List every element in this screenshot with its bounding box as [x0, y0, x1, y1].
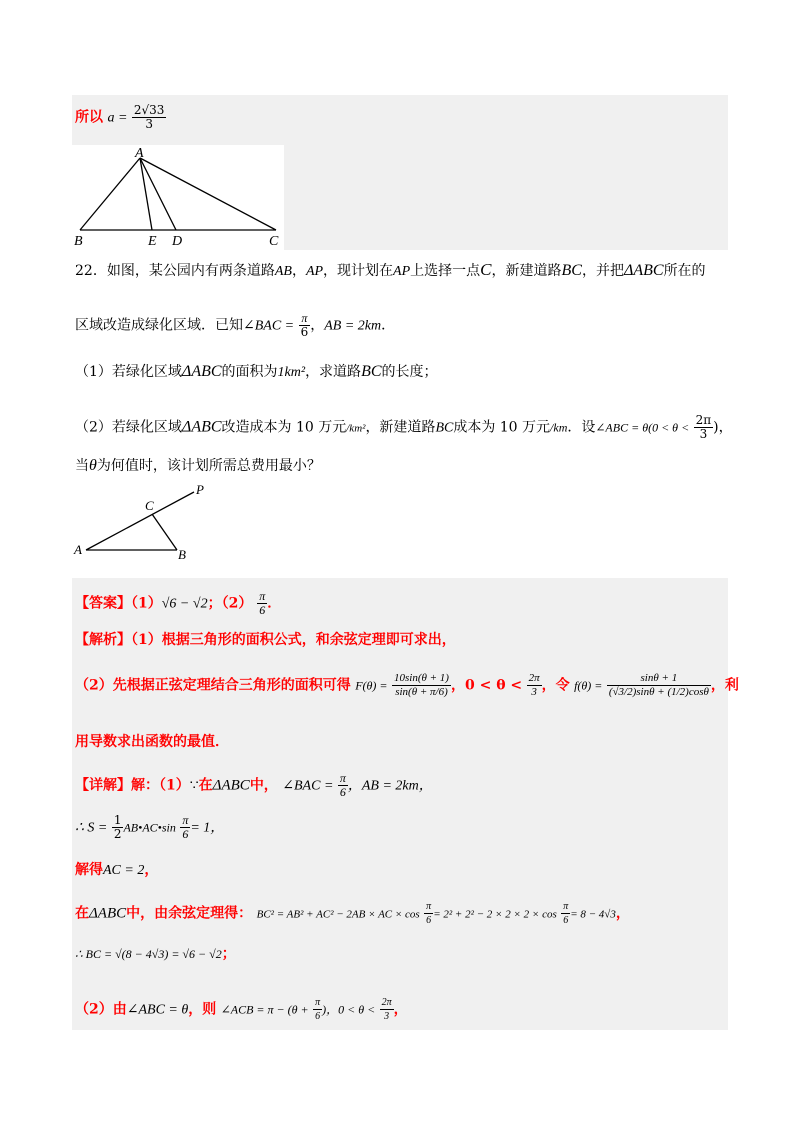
q2s-range: ，0 < θ <: [326, 1002, 376, 1017]
xj-angle-frac: [338, 772, 348, 799]
answer-line: [75, 590, 281, 617]
jx2-text-a: （2）先根据正弦定理结合三角形的面积可得: [75, 677, 351, 694]
jx2-range-den: 3: [531, 686, 537, 698]
q1-text-b: 的面积为: [221, 364, 278, 380]
q2s-range-num: 2π: [381, 997, 392, 1008]
fig2-label-C: C: [145, 498, 154, 513]
q2-tri: ΔABC: [181, 418, 222, 436]
s-pi-num: π: [182, 813, 189, 827]
area-line: [75, 814, 224, 841]
cos-num: π: [426, 901, 432, 912]
q2-text-e: ．设: [567, 419, 596, 436]
xj-angle-num: π: [339, 771, 346, 785]
jd-text-b: ，: [144, 862, 159, 878]
q1-tri: ΔABC: [181, 363, 222, 380]
s-half-frac: [112, 814, 124, 841]
s-line-b: AB•AC•sin: [123, 820, 176, 835]
cos-den2: 6: [563, 915, 569, 926]
q2s-acb-end: ): [322, 1002, 327, 1017]
fig1-label-E: E: [148, 234, 157, 249]
jd-ac: AC = 2: [103, 863, 145, 878]
figure-triangle-abedc: [72, 145, 284, 250]
p22-l1-text-a: 22．如图，某公园内有两条道路: [75, 263, 275, 279]
xiangjie-line1: [75, 772, 433, 799]
p22-l1-text-b: ，: [291, 263, 306, 279]
answer-label: 【答案】（1）: [75, 595, 162, 612]
bc-end: ；: [221, 946, 236, 962]
q2-text-a: （2）若绿化区域: [75, 419, 182, 436]
xj-text-b: 在: [198, 777, 213, 794]
p22-l1-ap: AP: [305, 264, 324, 279]
jiexi-label: 【解析】（1）根据三角形的面积公式，和余弦定理即可求出，: [75, 632, 456, 648]
q2-text-d: 成本为 10 万元: [453, 419, 551, 436]
q1-text-c: ，求道路: [305, 364, 362, 380]
cos-num2: π: [563, 901, 569, 912]
cos-c: = 8 − 4√3: [570, 908, 616, 921]
p22-l1-bc: BC: [561, 262, 582, 279]
q1-bc: BC: [361, 363, 382, 380]
problem22-line1: [75, 260, 706, 282]
xj-ab: ，AB = 2km，: [347, 778, 433, 794]
q1-text-d: 的长度；: [381, 364, 438, 380]
fig1-label-D: D: [172, 234, 183, 249]
cos-frac1: [424, 900, 433, 927]
q2-text-f: ，: [718, 419, 733, 436]
q2-cond: ∠ABC = θ(0 < θ <: [595, 420, 690, 435]
fig1-label-C: C: [269, 234, 279, 249]
problem22-q2-line2: [75, 456, 321, 476]
jiexi-line1: [75, 630, 456, 650]
answer-2-num: π: [259, 589, 266, 603]
answer-end: ．: [267, 595, 282, 612]
a-lhs: a =: [107, 110, 128, 126]
jx2-F-lhs: F(θ) =: [355, 678, 388, 693]
q2-cond-num: 2π: [695, 413, 712, 427]
q1-area: 1km²: [277, 365, 306, 380]
suoyi-text: 所以: [75, 109, 103, 126]
q2s-range-frac: [380, 996, 394, 1023]
q3-text-b: 为何值时，该计划所需总费用最小？: [96, 458, 321, 474]
q2s-acb-num: π: [315, 997, 321, 1008]
xj-angle: ∠BAC =: [282, 778, 334, 794]
q2s-acb: ∠ACB = π − (θ +: [220, 1002, 309, 1017]
p22-l1-text-g: 所在的: [663, 263, 706, 279]
q2-cond-frac: [694, 414, 714, 441]
s-line-c: = 1，: [190, 820, 225, 836]
q2-bc: BC: [435, 420, 454, 436]
a-fraction: [132, 104, 167, 131]
problem22-line2: [75, 312, 395, 339]
s-line-a: ∴ S =: [75, 820, 108, 836]
zai-tri: ΔABC: [89, 905, 127, 922]
p22-l1-text-c: ，现计划在: [323, 263, 394, 279]
xj-text-c: 中，: [249, 777, 278, 794]
top-conclusion: [75, 104, 166, 131]
jx2-f-den: (√3/2)sinθ + (1/2)cosθ: [608, 686, 709, 698]
p22-l2-text-b: ，: [310, 317, 325, 334]
q2s-cond: ∠ABC = θ: [126, 1002, 189, 1018]
cos-end: ，: [615, 905, 630, 922]
p22-l2-angle: ∠BAC =: [243, 318, 295, 334]
jiexi-line3: [75, 732, 229, 752]
answer-2-frac: [257, 590, 267, 617]
xj-because: ∵: [189, 777, 199, 794]
fig1-label-B: B: [74, 234, 83, 249]
q2s-range-den: 3: [384, 1011, 390, 1022]
q2-text-c: ，新建道路: [365, 419, 436, 436]
problem22-q2: [75, 414, 733, 441]
jx2-F-frac: [392, 672, 451, 699]
jd-text-a: 解得: [75, 862, 103, 878]
xj-tri: ΔABC: [212, 777, 250, 794]
p22-l2-text-a: 区域改造成绿化区域．已知: [75, 317, 243, 334]
fig2-label-P: P: [196, 482, 204, 497]
q3-text-a: 当: [75, 458, 89, 474]
figure-road-apc: [72, 480, 212, 565]
answer-sep: ；（2）: [207, 595, 253, 612]
q2s-end: ，: [393, 1001, 408, 1018]
bc-result-line: [75, 944, 236, 964]
p22-l2-pi: π: [299, 312, 311, 326]
cos-b: = 2² + 2² − 2 × 2 × 2 × cos: [433, 908, 557, 921]
fig1-label-A: A: [135, 146, 144, 161]
cos-a: BC² = AB² + AC² − 2AB × AC × cos: [256, 908, 420, 921]
fig2-label-A: A: [74, 542, 82, 557]
p22-l1-ab: AB: [274, 264, 292, 279]
q3-theta: θ: [89, 457, 97, 474]
p22-l2-ab: AB = 2km: [324, 318, 382, 334]
xj-angle-den: 6: [339, 785, 346, 799]
zai-text-b: 中，由余弦定理得：: [126, 905, 253, 922]
problem22-q1: [75, 362, 438, 383]
q2-cond-end: ): [713, 419, 719, 436]
jx2-F-den: sin(θ + π/6): [395, 686, 448, 698]
q2s-acb-den: 6: [315, 1011, 321, 1022]
cos-frac2: [561, 900, 570, 927]
p22-l1-text-f: ，并把: [581, 263, 624, 279]
q2s-text-b: ，则: [188, 1001, 217, 1018]
p22-l1-text-e: ，新建道路: [491, 263, 562, 279]
answer-2-den: 6: [259, 603, 266, 617]
q2-unit1: /km²: [346, 422, 366, 435]
q2s-acb-frac: [313, 996, 322, 1023]
q2s-text-a: （2）由: [75, 1001, 127, 1018]
fig2-label-B: B: [178, 547, 186, 562]
p22-l1-C: C: [480, 260, 492, 279]
q2-cond-den: 3: [699, 427, 708, 441]
p22-l2-text-c: ．: [381, 317, 396, 334]
jx2-range-frac: [527, 672, 542, 699]
q2-text-b: 改造成本为 10 万元: [221, 419, 347, 436]
jx2-f-num: sinθ + 1: [607, 672, 711, 686]
jx2-f-frac: [607, 672, 711, 699]
jx2-range-num: 2π: [528, 672, 540, 684]
p22-l1-ap2: AP: [393, 264, 411, 279]
cosine-line: [75, 900, 630, 927]
s-half-den: 2: [113, 827, 122, 841]
bc-line: ∴ BC = √(8 − 4√3) = √6 − √2: [75, 947, 222, 961]
xj-text-a: 【详解】解：（1）: [75, 777, 190, 794]
zai-text-a: 在: [75, 905, 89, 922]
s-pi-den: 6: [182, 827, 189, 841]
jx2-f-lhs: f(θ) =: [574, 678, 603, 693]
jx2-F-num: 10sin(θ + 1): [393, 672, 449, 684]
a-denominator: 3: [145, 117, 153, 131]
jiexi-line2: [75, 672, 739, 699]
q1-text-a: （1）若绿化区域: [75, 364, 182, 380]
jx2-range-a: ，0 < θ <: [450, 677, 523, 694]
s-half-num: 1: [113, 813, 122, 827]
p22-l2-six: 6: [300, 325, 309, 339]
part2-line: [75, 996, 408, 1023]
jx2-li: ，利: [710, 677, 739, 694]
jiede-line: [75, 860, 158, 881]
jx3-text: 用导数求出函数的最值．: [75, 734, 229, 750]
p22-l1-text-d: 上选择一点: [410, 263, 481, 279]
cos-den: 6: [426, 915, 432, 926]
s-pi-frac: [180, 814, 190, 841]
p22-l1-tri: ΔABC: [623, 262, 664, 279]
a-numerator: 2√33: [133, 103, 165, 117]
q2-unit2: /km: [550, 420, 568, 435]
jx2-ling: ，令: [541, 677, 570, 694]
p22-l2-pi-frac: [299, 312, 311, 339]
answer-1: √6 − √2: [161, 596, 208, 612]
